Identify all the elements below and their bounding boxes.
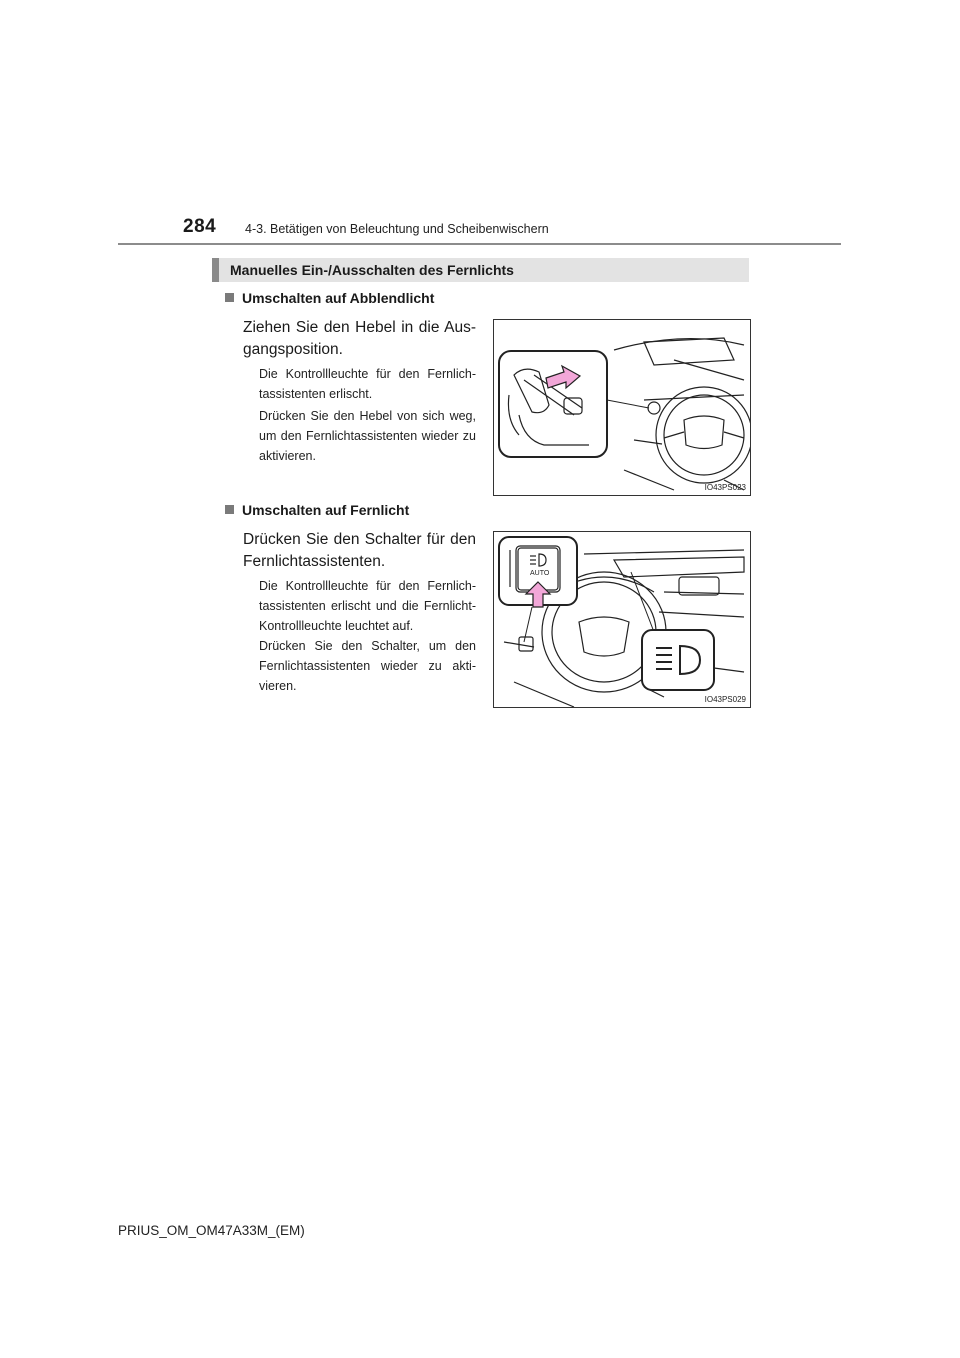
inset-frame <box>642 630 714 690</box>
lever-illustration <box>494 320 750 495</box>
figure-lever-illustration <box>493 319 751 496</box>
page-number: 284 <box>183 216 217 237</box>
inset-frame <box>499 351 607 457</box>
subheading-low-beam <box>225 290 434 306</box>
square-bullet-icon <box>225 505 234 514</box>
subheading-label: Umschalten auf Abblendlicht <box>242 290 435 306</box>
subheading-label: Umschalten auf Fernlicht <box>242 502 410 518</box>
instruction-text: Drücken Sie den Schalter für den Fernlichtassistenten. <box>243 531 476 570</box>
square-bullet-icon <box>225 293 234 302</box>
figure-code: IO43PS029 <box>704 695 746 704</box>
header-divider <box>118 243 841 245</box>
note-text: Die Kontrollleuchte für den Fernlichtassistenten erlischt. <box>259 367 476 401</box>
chapter-title: 4-3. Betätigen von Beleuchtung und Scheibenwischern <box>245 222 549 236</box>
note-text: Drücken Sie den Schalter, um den Fernlichtassistenten wieder zu aktivieren. <box>259 639 476 693</box>
switch-illustration <box>494 532 750 707</box>
figure-code: IO43PS023 <box>704 483 746 492</box>
section-heading-bar <box>212 258 749 282</box>
section-title: Manuelles Ein-/Ausschalten des Fernlichts <box>230 262 514 278</box>
instruction-text: Ziehen Sie den Hebel in die Ausgangsposition. <box>243 319 476 358</box>
note-text: Drücken Sie den Hebel von sich weg, um den Fernlichtassistenten wieder zu aktivieren. <box>259 409 476 463</box>
auto-switch-label: AUTO <box>530 570 550 577</box>
subheading-high-beam <box>225 502 409 518</box>
figure-switch-illustration <box>493 531 751 708</box>
note-text: Die Kontrollleuchte für den Fernlichtassistenten erlischt und die Fernlicht-Kontrollleuchte leuchtet auf. <box>259 579 476 633</box>
section-accent <box>212 258 219 282</box>
footer-doc-id: PRIUS_OM_OM47A33M_(EM) <box>118 1223 305 1238</box>
